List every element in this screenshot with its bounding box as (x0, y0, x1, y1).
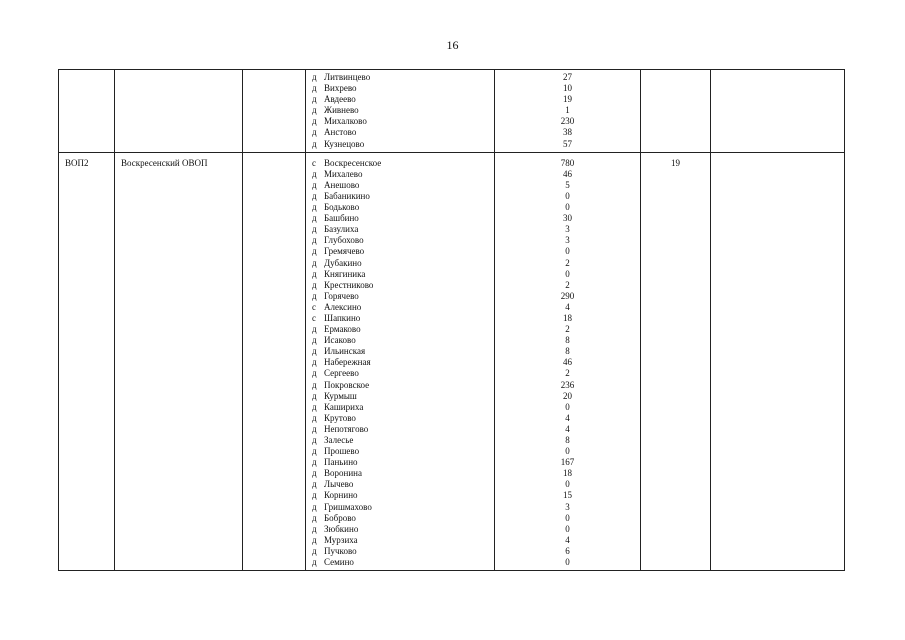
settlement-entry (312, 224, 488, 235)
settlement-entry (312, 479, 488, 490)
settlement-entry (312, 446, 488, 457)
settlement-name: Михалево (324, 168, 363, 179)
settlement-type: д (312, 490, 317, 501)
population-count: 2 (565, 279, 570, 290)
settlements-cell (306, 152, 495, 570)
population-count: 4 (565, 423, 570, 434)
settlement-type: д (312, 357, 317, 368)
population-count: 30 (563, 213, 572, 224)
settlement-entry (312, 169, 488, 180)
settlement-entry (312, 213, 488, 224)
settlement-name: Ильинская (324, 346, 366, 357)
settlement-type: д (312, 457, 317, 468)
settlement-type: с (312, 312, 316, 323)
settlement-name: Залесье (324, 435, 354, 445)
population-count: 46 (563, 357, 572, 368)
settlement-name: Семино (324, 557, 354, 568)
settlement-name: Корнино (324, 490, 358, 501)
settlement-entry (312, 105, 488, 116)
settlement-entry (312, 94, 488, 105)
settlement-name: Паньино (324, 457, 358, 468)
population-cell (495, 152, 641, 570)
settlement-name: Авдеево (324, 94, 356, 105)
settlement-type: д (312, 268, 317, 279)
settlement-type: д (312, 346, 317, 357)
settlement-type: д (312, 190, 317, 201)
settlement-name: Мурзиха (324, 534, 358, 545)
settlement-entry (312, 139, 488, 150)
population-count: 2 (565, 368, 570, 379)
settlement-name: Воронина (324, 468, 362, 479)
settlement-type: д (312, 179, 317, 190)
settlement-entry (312, 424, 488, 435)
population-count: 15 (563, 490, 572, 501)
settlement-name: Зюбкино (324, 523, 359, 534)
settlement-name: Вихрево (324, 83, 357, 94)
population-count: 10 (563, 83, 572, 94)
population-count: 38 (563, 127, 572, 138)
settlement-name: Анешово (324, 179, 360, 190)
settlement-entry (312, 413, 488, 424)
settlement-name: Сергеево (324, 368, 359, 379)
settlement-name: Башбино (324, 213, 359, 224)
settlement-type: д (312, 279, 317, 290)
settlement-type: д (312, 412, 317, 423)
settlement-name: Набережная (324, 357, 371, 368)
column-7-cell (711, 70, 845, 153)
settlement-entry (312, 116, 488, 127)
population-count: 3 (565, 235, 570, 246)
population-count: 8 (565, 335, 570, 346)
settlement-name: Кузнецово (324, 138, 365, 149)
column-3-cell (243, 152, 306, 570)
settlement-entry (312, 291, 488, 302)
population-count: 8 (565, 435, 570, 445)
settlements-cell (306, 70, 495, 153)
settlement-name: Горячево (324, 290, 359, 301)
settlement-type: д (312, 368, 317, 379)
column-6-cell (641, 70, 711, 153)
settlement-entry (312, 546, 488, 557)
settlement-type: д (312, 290, 317, 301)
population-count: 0 (565, 512, 570, 523)
settlement-entry (312, 72, 488, 83)
settlement-name: Воскресенское (324, 157, 382, 168)
settlement-entry (312, 302, 488, 313)
population-count: 19 (563, 94, 572, 105)
settlement-entry (312, 258, 488, 269)
settlement-name: Бодьково (324, 202, 360, 213)
settlement-type: д (312, 127, 317, 138)
population-count: 290 (560, 290, 575, 301)
population-cell (495, 70, 641, 153)
settlements-table (58, 69, 845, 571)
settlement-entry (312, 235, 488, 246)
settlement-type: д (312, 390, 317, 401)
facility-name-cell: Воскресенский ОВОП (115, 152, 243, 570)
settlement-entry (312, 435, 488, 446)
population-count: 0 (565, 202, 570, 213)
population-count: 1 (565, 105, 570, 116)
settlement-type: д (312, 557, 317, 568)
column-6-cell: 19 (641, 152, 711, 570)
settlement-name: Гришмахово (324, 501, 372, 512)
settlement-name: Покровское (324, 379, 370, 390)
settlement-name: Прошево (324, 446, 360, 457)
settlement-name: Шапкино (324, 312, 361, 323)
settlement-name: Ермаково (324, 324, 361, 335)
population-count: 4 (565, 412, 570, 423)
settlement-entry (312, 557, 488, 568)
settlement-name: Курмыш (324, 390, 357, 401)
population-count: 27 (563, 72, 572, 82)
settlement-entry (312, 280, 488, 291)
column-3-cell (243, 70, 306, 153)
settlement-type: д (312, 545, 317, 556)
settlement-entry (312, 368, 488, 379)
settlement-type: д (312, 379, 317, 390)
settlement-entry (312, 324, 488, 335)
population-count: 8 (565, 346, 570, 357)
settlement-name: Пучково (324, 545, 357, 556)
settlement-type: д (312, 202, 317, 213)
population-count: 57 (563, 138, 572, 149)
population-count: 0 (565, 446, 570, 457)
population-count: 3 (565, 501, 570, 512)
settlement-name: Бабаникино (324, 190, 370, 201)
settlement-name: Гремячево (324, 246, 365, 257)
settlement-name: Непотягово (324, 423, 369, 434)
settlement-entry (312, 502, 488, 513)
settlement-entry (312, 83, 488, 94)
settlement-type: д (312, 512, 317, 523)
settlement-type: с (312, 157, 316, 168)
settlement-type: д (312, 257, 317, 268)
settlement-type: д (312, 446, 317, 457)
column-7-cell (711, 152, 845, 570)
population-count: 0 (565, 401, 570, 412)
code-cell: ВОП2 (59, 152, 115, 570)
page-number: 16 (446, 38, 459, 52)
population-count: 2 (565, 257, 570, 268)
population-count: 3 (565, 224, 570, 235)
code-cell (59, 70, 115, 153)
settlement-type: д (312, 246, 317, 257)
population-count: 167 (560, 457, 575, 468)
settlement-entry (312, 313, 488, 324)
settlement-name: Крутово (324, 412, 356, 423)
settlement-type: д (312, 423, 317, 434)
population-count: 236 (560, 379, 575, 390)
settlement-type: д (312, 324, 317, 335)
settlement-entry (312, 269, 488, 280)
population-count: 0 (565, 557, 570, 568)
settlement-type: д (312, 435, 317, 445)
settlement-type: д (312, 213, 317, 224)
settlement-name: Литвинцево (324, 72, 371, 82)
settlement-entry (312, 346, 488, 357)
settlement-entry (312, 535, 488, 546)
settlement-type: д (312, 335, 317, 346)
population-count: 0 (565, 246, 570, 257)
settlement-entry (312, 490, 488, 501)
settlement-type: д (312, 105, 317, 116)
settlement-entry (312, 191, 488, 202)
settlement-name: Михалково (324, 116, 367, 127)
settlement-type: д (312, 534, 317, 545)
settlement-type: д (312, 72, 317, 82)
settlement-name: Глубохово (324, 235, 364, 246)
settlement-entry (312, 357, 488, 368)
settlement-entry (312, 380, 488, 391)
settlement-name: Исаково (324, 335, 356, 346)
population-count: 780 (560, 157, 575, 168)
settlement-name: Живнево (324, 105, 359, 116)
population-count: 6 (565, 545, 570, 556)
population-count: 4 (565, 534, 570, 545)
settlement-entry (312, 202, 488, 213)
settlement-type: с (312, 301, 316, 312)
table-row (59, 70, 845, 153)
population-count: 230 (560, 116, 575, 127)
settlement-name: Базулиха (324, 224, 359, 235)
settlement-name: Княгиника (324, 268, 366, 279)
settlement-type: д (312, 501, 317, 512)
population-count: 20 (563, 390, 572, 401)
settlement-type: д (312, 138, 317, 149)
settlement-type: д (312, 94, 317, 105)
settlement-entry (312, 180, 488, 191)
settlement-name: Лычево (324, 479, 354, 490)
settlement-entry (312, 402, 488, 413)
settlement-name: Дубакино (324, 257, 362, 268)
settlement-type: д (312, 468, 317, 479)
settlement-entry (312, 457, 488, 468)
settlement-type: д (312, 224, 317, 235)
settlement-type: д (312, 523, 317, 534)
settlement-entry (312, 468, 488, 479)
population-count: 5 (565, 179, 570, 190)
settlement-entry (312, 335, 488, 346)
population-count: 0 (565, 523, 570, 534)
population-count: 2 (565, 324, 570, 335)
settlement-type: д (312, 83, 317, 94)
settlement-type: д (312, 235, 317, 246)
facility-name-cell (115, 70, 243, 153)
table-row (59, 152, 845, 570)
population-count: 0 (565, 268, 570, 279)
settlement-entry (312, 158, 488, 169)
population-count: 0 (565, 190, 570, 201)
settlement-entry (312, 513, 488, 524)
population-count: 0 (565, 479, 570, 490)
population-count: 18 (563, 312, 572, 323)
settlement-type: д (312, 479, 317, 490)
settlement-entry (312, 391, 488, 402)
settlement-name: Кашириха (324, 401, 364, 412)
settlement-name: Анстово (324, 127, 357, 138)
settlement-name: Алексино (324, 301, 362, 312)
settlement-entry (312, 524, 488, 535)
settlement-type: д (312, 168, 317, 179)
settlement-type: д (312, 116, 317, 127)
population-count: 46 (563, 168, 572, 179)
population-count: 4 (565, 301, 570, 312)
settlement-entry (312, 127, 488, 138)
population-count: 18 (563, 468, 572, 479)
settlement-name: Крестниково (324, 279, 374, 290)
settlement-entry (312, 246, 488, 257)
settlement-type: д (312, 401, 317, 412)
settlement-name: Боброво (324, 512, 356, 523)
